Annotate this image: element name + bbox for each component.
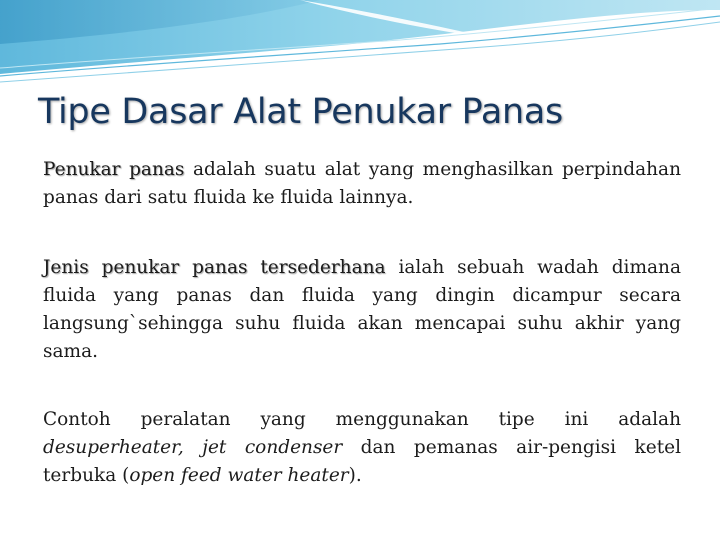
definition-text: adalah suatu alat yang menghasilkan perpindahan panas dari satu fluida ke fluida lainnya.: [43, 159, 681, 208]
term-simplest-type: Jenis penukar panas tersederhana: [43, 257, 386, 278]
examples-intro: Contoh peralatan yang menggunakan tipe ini adalah: [43, 409, 681, 430]
examples-middle: dan pemanas air-pengisi ketel terbuka (: [43, 437, 681, 486]
simplest-type-text: ialah sebuah wadah dimana fluida yang panas dan fluida yang dingin dicampur secara langsung`sehingga suhu fluida akan mencapai suhu akhir yang sama.: [43, 257, 681, 362]
example-open-feed-water-heater: open feed water heater: [129, 465, 349, 486]
paragraph-simplest-type: [43, 254, 681, 366]
decorative-wave-banner: [0, 0, 720, 90]
examples-end: ).: [348, 465, 362, 486]
paragraph-examples: [43, 406, 681, 490]
slide-title: Tipe Dasar Alat Penukar Panas: [38, 92, 563, 132]
example-desuperheater-condenser: desuperheater, jet condenser: [43, 437, 343, 458]
term-penukar-panas: Penukar panas: [43, 159, 185, 180]
paragraph-definition: [43, 156, 681, 212]
